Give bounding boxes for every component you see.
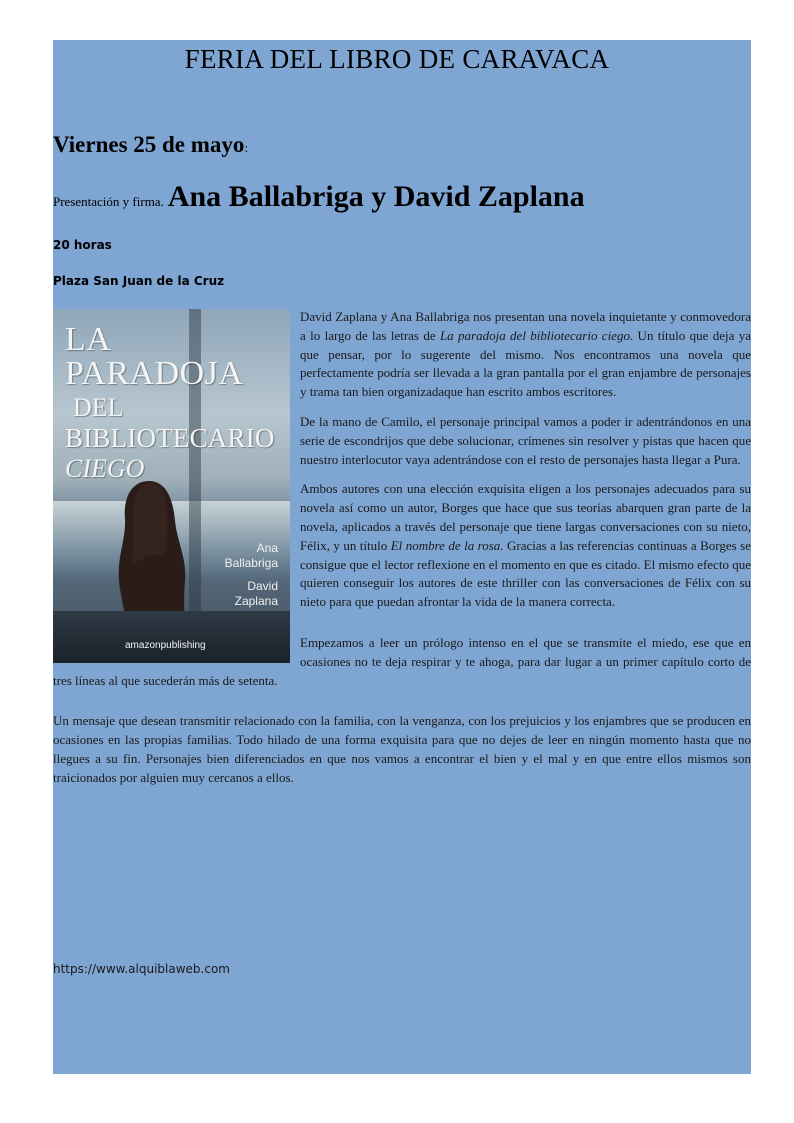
cover-author2-last: Zaplana — [234, 594, 278, 608]
paragraph-4: Empezamos a leer un prólogo intenso en el que se transmite el miedo, ese que en ocasiones no te deja respirar y te ahoga, para dar lugar a un primer capítulo corto de tres líneas al que sucederán más de setenta. — [53, 634, 751, 688]
paragraph-1-text-b: Un título que deja ya que pensar, por lo sugerente del mismo. Nos encontramos una novela que perfectamente podría ser llevada a la gran pantalla por el gran enjambre de personajes y trama tan bien organizadaque han escrito ambos escritores. — [300, 327, 751, 400]
cover-author1-first: Ana — [256, 541, 278, 555]
event-date-text: Viernes 25 de mayo — [53, 132, 245, 157]
paragraph-3-text-b: Gracias a las referencias continuas a Borges se consigue que el lector reflexione en el momento en que es citado. El mismo efecto que quieren conseguir los autores de este thriller con las conversaciones de Félix con su nieto para que puedan afrontar la vida de la manera correcta. — [300, 537, 752, 610]
cover-title-line3: BIBLIOTECARIO — [65, 423, 275, 453]
source-url[interactable]: https://www.alquiblaweb.com — [53, 962, 230, 976]
paragraph-2: De la mano de Camilo, el personaje principal vamos a poder ir adentrándonos en una serie de escondrijos que debe solucionar, crímenes sin resolver y pistas que hacen que nuestro interlocutor vaya adentrándose con el resto de personajes hasta llegar a Pura. — [300, 413, 751, 467]
article-body — [53, 308, 751, 799]
cover-publisher: amazonpublishing — [125, 640, 206, 651]
event-date-colon: : — [244, 140, 249, 155]
page-title: FERIA DEL LIBRO DE CARAVACA — [184, 44, 610, 74]
cover-author2-first: David — [247, 579, 278, 593]
paragraph-5: Un mensaje que desean transmitir relacionado con la familia, con la venganza, con los prejuicios y los enjambres que se producen en ocasiones en las propias familias. Todo hilado de una forma exquisita para que no dejes de leer en ningún momento hasta que no llegues a su fin. Personajes bien diferenciados en que nos vamos a encontrar el bien y el mal y en que entre ellos mismos son traicionados por alguien muy cercanos a ellos. — [53, 713, 751, 785]
cover-author1-last: Ballabriga — [224, 556, 278, 570]
event-place: Plaza San Juan de la Cruz — [53, 274, 225, 288]
paragraph-1-text-a: David Zaplana y Ana Ballabriga nos presentan una novela inquietante y conmovedora a lo largo de las letras de — [300, 309, 751, 343]
paragraph-1-book-title: La paradoja del bibliotecario ciego. — [439, 327, 634, 343]
cover-title-line2: DEL — [73, 393, 124, 422]
event-time: 20 horas — [53, 238, 112, 252]
presentation-lead: Presentación y firma. — [53, 194, 164, 209]
event-authors: Ana Ballabriga y David Zaplana — [167, 180, 585, 213]
cover-title-line4: CIEGO — [65, 454, 145, 483]
paragraph-3-text-a: Ambos autores con una elección exquisita eligen a los personajes adecuados para su novela así como un autor, Borges que hace que sus teorías abarquen gran parte de la novela, aplicados a través del personaje que tiene largas conversaciones con su nieto, Félix, y un título — [300, 481, 751, 553]
cover-title-line1: LA PARADOJA — [65, 321, 244, 392]
event-presentation — [53, 180, 585, 214]
paragraph-3-book-title: El nombre de la rosa. — [390, 537, 504, 553]
event-date — [53, 132, 248, 158]
